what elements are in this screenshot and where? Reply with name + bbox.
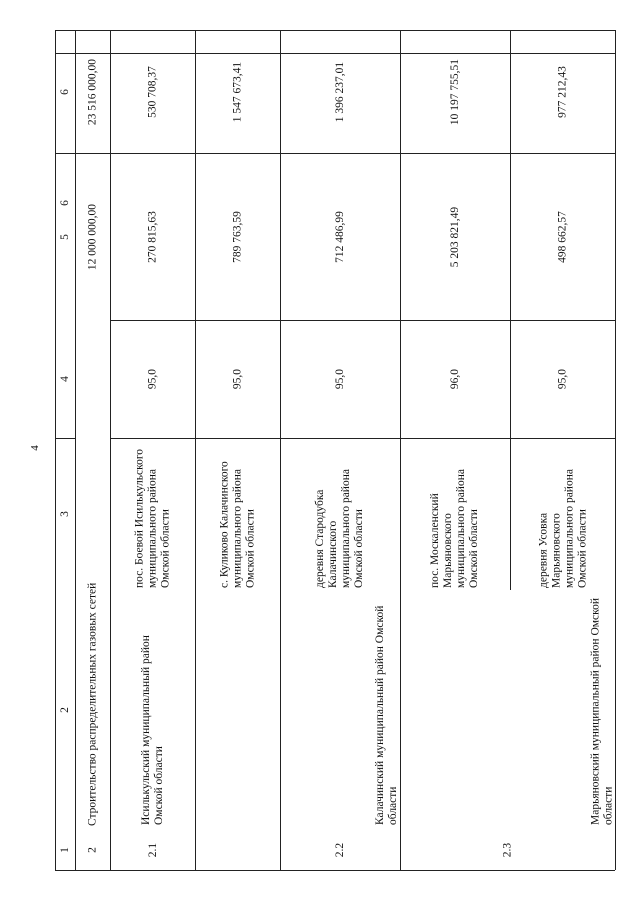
budget-table xyxy=(55,30,615,870)
value-col6: 530 708,37 xyxy=(146,65,158,118)
column-header-4: 4 xyxy=(58,376,71,382)
column-header-6: 6 xyxy=(58,200,71,206)
value-col5: 5 203 821,49 xyxy=(448,206,461,267)
value-col6: 977 212,43 xyxy=(556,65,568,118)
value-col5: 270 815,63 xyxy=(146,210,158,263)
table-border xyxy=(55,153,615,154)
section-total-5: 12 000 000,00 xyxy=(86,203,98,270)
value-col6: 10 197 755,51 xyxy=(448,58,461,125)
value-col4: 95,0 xyxy=(556,368,568,390)
column-header-6: 6 xyxy=(58,88,71,95)
page-number: 4 xyxy=(29,445,41,451)
district-name: Калачинский муниципальный район Омской области xyxy=(374,605,399,825)
value-col4: 95,0 xyxy=(333,368,346,390)
district-name: Марьяновский муниципальный район Омской области xyxy=(589,597,614,825)
district-number: 2.2 xyxy=(333,842,346,858)
table-border xyxy=(400,30,401,438)
district-number: 2.3 xyxy=(501,842,513,858)
district-number: 2.1 xyxy=(146,842,158,858)
district-name: Исилькульский муниципальный район Омской области xyxy=(139,635,165,825)
section-title: Строительство распределительных газовых сетей xyxy=(86,582,98,826)
column-header-2: 2 xyxy=(58,707,71,713)
table-border xyxy=(55,30,615,31)
value-col5: 498 662,57 xyxy=(556,210,568,263)
column-header-5: 5 xyxy=(58,233,71,240)
column-header-3: 3 xyxy=(58,511,71,517)
value-col4: 95,0 xyxy=(146,368,158,390)
section-total-6: 23 516 000,00 xyxy=(86,58,98,125)
section-number: 2 xyxy=(86,847,98,853)
table-border xyxy=(55,870,615,871)
settlement-cell: пос. Москаленский Марьяновского муниципального района Омской области xyxy=(429,469,480,588)
settlement-cell: с. Куликово Калачинского муниципального района Омской области xyxy=(218,461,256,588)
value-col5: 712 486,99 xyxy=(333,210,346,263)
value-col5: 789 763,59 xyxy=(231,210,243,263)
settlement-cell: пос. Боевой Исилькульского муниципального района Омской области xyxy=(133,448,171,588)
value-col4: 95,0 xyxy=(231,368,243,390)
settlement-cell: деревня Стародубка Калачинского муниципального района Омской области xyxy=(314,469,365,588)
value-col4: 96,0 xyxy=(448,368,461,390)
column-header-1: 1 xyxy=(58,847,71,853)
table-border xyxy=(110,438,615,439)
value-col6: 1 396 237,01 xyxy=(333,61,346,122)
table-border xyxy=(110,320,615,321)
value-col6: 1 547 673,41 xyxy=(231,61,243,122)
settlement-cell: деревня Усовка Марьяновского муниципального района Омской области xyxy=(536,469,588,588)
table-border xyxy=(55,53,615,54)
